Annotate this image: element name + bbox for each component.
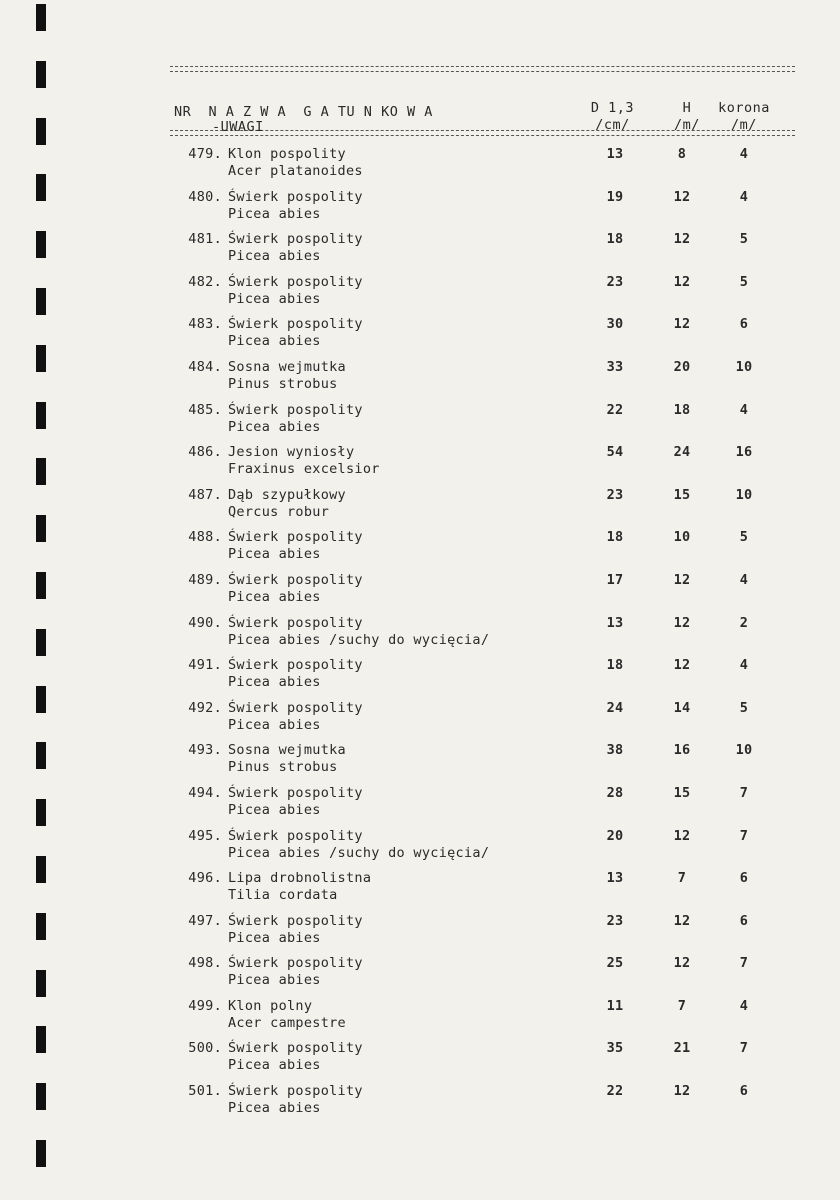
tree-height: 7 <box>677 997 687 1014</box>
crown-width: 6 <box>739 1083 749 1100</box>
punch-hole <box>36 742 46 769</box>
trunk-diameter: 22 <box>606 401 624 418</box>
crown-width: 10 <box>735 358 753 375</box>
species-latin-name: Picea abies <box>228 248 321 265</box>
species-latin-name: Picea abies <box>228 588 321 605</box>
tree-species <box>228 359 346 393</box>
species-latin-name: Acer platanoides <box>228 163 363 179</box>
tree-height: 20 <box>673 358 691 375</box>
tree-species <box>228 657 363 691</box>
crown-width: 4 <box>739 188 749 205</box>
tree-species <box>228 870 371 904</box>
crown-width: 7 <box>739 955 749 972</box>
punch-hole <box>36 231 46 258</box>
punch-hole <box>36 515 46 542</box>
tree-species <box>228 274 363 308</box>
header-height <box>662 100 712 134</box>
tree-height: 15 <box>673 486 691 503</box>
tree-inventory-table <box>170 58 795 1126</box>
tree-height: 12 <box>673 273 691 290</box>
species-latin-name: Picea abies <box>228 205 321 222</box>
species-latin-name: Picea abies <box>228 333 321 350</box>
species-polish-name: Świerk pospolity <box>228 912 363 929</box>
table-row <box>170 870 795 913</box>
tree-species <box>228 785 363 819</box>
tree-number: 485. <box>188 401 222 418</box>
punch-hole <box>36 118 46 145</box>
species-polish-name: Świerk pospolity <box>228 571 363 588</box>
punch-hole <box>36 174 46 201</box>
species-latin-name: Tilia cordata <box>228 887 338 904</box>
crown-width: 4 <box>739 997 749 1014</box>
tree-species <box>228 998 346 1032</box>
species-polish-name: Klon polny <box>228 997 313 1014</box>
species-polish-name: Świerk pospolity <box>228 529 363 546</box>
species-latin-name: Picea abies /suchy do wycięcia/ <box>228 844 490 861</box>
tree-number: 486. <box>188 444 222 461</box>
species-latin-name: Picea abies <box>228 418 321 435</box>
species-polish-name: Świerk pospolity <box>228 614 363 631</box>
trunk-diameter: 13 <box>606 614 624 631</box>
trunk-diameter: 33 <box>606 358 624 375</box>
tree-species <box>228 1083 363 1117</box>
tree-number: 500. <box>188 1040 222 1057</box>
tree-number: 495. <box>188 827 222 844</box>
header-diameter-label: D 1,3 <box>590 100 635 116</box>
punch-hole <box>36 629 46 656</box>
trunk-diameter: 25 <box>606 955 624 972</box>
species-polish-name: Świerk pospolity <box>228 401 363 418</box>
tree-species <box>228 402 363 436</box>
species-latin-name: Picea abies <box>228 674 321 691</box>
species-latin-name: Picea abies <box>228 546 321 563</box>
punch-hole <box>36 856 46 883</box>
table-row <box>170 146 795 189</box>
header-height-unit: /m/ <box>674 117 700 133</box>
tree-species <box>228 913 363 947</box>
table-row <box>170 359 795 402</box>
trunk-diameter: 23 <box>606 912 624 929</box>
tree-height: 12 <box>673 614 691 631</box>
table-row <box>170 913 795 956</box>
tree-species <box>228 316 363 350</box>
species-latin-name: Qercus robur <box>228 503 330 520</box>
punch-hole <box>36 970 46 997</box>
tree-height: 15 <box>673 784 691 801</box>
tree-species <box>228 231 363 265</box>
table-row <box>170 998 795 1041</box>
table-row <box>170 402 795 445</box>
trunk-diameter: 28 <box>606 784 624 801</box>
table-row <box>170 316 795 359</box>
species-latin-name: Acer campestre <box>228 1014 346 1031</box>
table-row <box>170 700 795 743</box>
tree-height: 10 <box>673 529 691 546</box>
trunk-diameter: 23 <box>606 486 624 503</box>
tree-height: 7 <box>677 870 687 887</box>
tree-height: 24 <box>673 444 691 461</box>
table-row <box>170 487 795 530</box>
crown-width: 10 <box>735 742 753 759</box>
table-row <box>170 444 795 487</box>
species-polish-name: Świerk pospolity <box>228 231 363 248</box>
table-row <box>170 529 795 572</box>
tree-height: 8 <box>677 146 687 162</box>
species-polish-name: Świerk pospolity <box>228 273 363 290</box>
tree-height: 12 <box>673 912 691 929</box>
table-row <box>170 274 795 317</box>
trunk-diameter: 19 <box>606 188 624 205</box>
header-crown-label: korona <box>718 100 770 116</box>
tree-species <box>228 444 380 478</box>
species-latin-name: Picea abies <box>228 801 321 818</box>
table-row <box>170 1040 795 1083</box>
tree-height: 12 <box>673 955 691 972</box>
tree-species <box>228 828 489 862</box>
crown-width: 7 <box>739 1040 749 1057</box>
tree-number: 483. <box>188 316 222 333</box>
tree-species <box>228 146 363 180</box>
species-latin-name: Pinus strobus <box>228 375 338 392</box>
trunk-diameter: 11 <box>606 997 624 1014</box>
crown-width: 6 <box>739 912 749 929</box>
species-polish-name: Świerk pospolity <box>228 784 363 801</box>
table-row <box>170 785 795 828</box>
tree-number: 498. <box>188 955 222 972</box>
trunk-diameter: 17 <box>606 571 624 588</box>
header-uwagi: -UWAGI <box>212 119 264 135</box>
crown-width: 10 <box>735 486 753 503</box>
species-latin-name: Picea abies <box>228 716 321 733</box>
tree-number: 492. <box>188 699 222 716</box>
trunk-diameter: 18 <box>606 657 624 674</box>
punch-hole <box>36 61 46 88</box>
punch-hole <box>36 686 46 713</box>
trunk-diameter: 54 <box>606 444 624 461</box>
trunk-diameter: 38 <box>606 742 624 759</box>
tree-height: 12 <box>673 316 691 333</box>
tree-height: 12 <box>673 827 691 844</box>
punch-hole <box>36 1083 46 1110</box>
punch-hole <box>36 4 46 31</box>
tree-number: 493. <box>188 742 222 759</box>
tree-number: 488. <box>188 529 222 546</box>
species-polish-name: Świerk pospolity <box>228 316 363 333</box>
header-nr-name: NR N A Z W A G A TU N KO W A <box>174 104 433 120</box>
tree-number: 491. <box>188 657 222 674</box>
species-polish-name: Świerk pospolity <box>228 1083 363 1100</box>
tree-number: 482. <box>188 273 222 290</box>
header-crown <box>708 100 780 134</box>
tree-species <box>228 955 363 989</box>
trunk-diameter: 30 <box>606 316 624 333</box>
tree-species <box>228 1040 363 1074</box>
species-polish-name: Sosna wejmutka <box>228 358 346 375</box>
punch-hole <box>36 1026 46 1053</box>
tree-height: 12 <box>673 188 691 205</box>
crown-width: 4 <box>739 401 749 418</box>
tree-number: 501. <box>188 1083 222 1100</box>
tree-number: 490. <box>188 614 222 631</box>
punch-hole <box>36 288 46 315</box>
trunk-diameter: 35 <box>606 1040 624 1057</box>
punch-hole <box>36 458 46 485</box>
tree-species <box>228 529 363 563</box>
species-polish-name: Świerk pospolity <box>228 188 363 205</box>
tree-height: 21 <box>673 1040 691 1057</box>
species-latin-name: Picea abies <box>228 1057 321 1074</box>
species-latin-name: Picea abies <box>228 290 321 307</box>
species-latin-name: Picea abies <box>228 972 321 989</box>
species-polish-name: Sosna wejmutka <box>228 742 346 759</box>
crown-width: 4 <box>739 146 749 162</box>
crown-width: 5 <box>739 529 749 546</box>
species-polish-name: Dąb szypułkowy <box>228 486 346 503</box>
tree-number: 489. <box>188 571 222 588</box>
table-row <box>170 231 795 274</box>
punch-hole <box>36 402 46 429</box>
table-row <box>170 828 795 871</box>
crown-width: 2 <box>739 614 749 631</box>
tree-height: 18 <box>673 401 691 418</box>
species-polish-name: Świerk pospolity <box>228 955 363 972</box>
tree-species <box>228 487 346 521</box>
tree-height: 12 <box>673 657 691 674</box>
table-row <box>170 742 795 785</box>
table-row <box>170 955 795 998</box>
tree-number: 499. <box>188 997 222 1014</box>
table-body <box>170 146 795 1126</box>
tree-height: 16 <box>673 742 691 759</box>
tree-species <box>228 700 363 734</box>
crown-width: 6 <box>739 870 749 887</box>
trunk-diameter: 24 <box>606 699 624 716</box>
species-latin-name: Picea abies /suchy do wycięcia/ <box>228 631 490 648</box>
tree-height: 14 <box>673 699 691 716</box>
punch-hole <box>36 572 46 599</box>
tree-number: 497. <box>188 912 222 929</box>
tree-number: 487. <box>188 486 222 503</box>
trunk-diameter: 18 <box>606 231 624 248</box>
tree-number: 494. <box>188 784 222 801</box>
table-row <box>170 615 795 658</box>
trunk-diameter: 13 <box>606 146 624 162</box>
species-latin-name: Picea abies <box>228 1100 321 1117</box>
tree-number: 484. <box>188 358 222 375</box>
tree-species <box>228 615 489 649</box>
species-polish-name: Klon pospolity <box>228 146 346 162</box>
crown-width: 7 <box>739 784 749 801</box>
trunk-diameter: 22 <box>606 1083 624 1100</box>
crown-width: 4 <box>739 657 749 674</box>
trunk-diameter: 23 <box>606 273 624 290</box>
crown-width: 5 <box>739 699 749 716</box>
punch-hole <box>36 1140 46 1167</box>
species-latin-name: Fraxinus excelsior <box>228 461 380 478</box>
crown-width: 16 <box>735 444 753 461</box>
crown-width: 7 <box>739 827 749 844</box>
header-diameter-unit: /cm/ <box>595 117 630 133</box>
trunk-diameter: 20 <box>606 827 624 844</box>
table-header <box>170 72 795 135</box>
species-polish-name: Świerk pospolity <box>228 699 363 716</box>
trunk-diameter: 18 <box>606 529 624 546</box>
tree-species <box>228 742 346 776</box>
tree-height: 12 <box>673 571 691 588</box>
species-latin-name: Pinus strobus <box>228 759 338 776</box>
header-crown-unit: /m/ <box>731 117 757 133</box>
species-polish-name: Świerk pospolity <box>228 827 363 844</box>
punch-hole <box>36 345 46 372</box>
tree-number: 480. <box>188 188 222 205</box>
tree-species <box>228 572 363 606</box>
tree-species <box>228 189 363 223</box>
tree-number: 496. <box>188 870 222 887</box>
crown-width: 5 <box>739 231 749 248</box>
crown-width: 4 <box>739 571 749 588</box>
punch-hole <box>36 799 46 826</box>
table-row <box>170 189 795 232</box>
binder-holes <box>0 0 60 1200</box>
punch-hole <box>36 913 46 940</box>
trunk-diameter: 13 <box>606 870 624 887</box>
crown-width: 5 <box>739 273 749 290</box>
header-height-label: H <box>682 100 692 116</box>
tree-number: 481. <box>188 231 222 248</box>
species-polish-name: Jesion wyniosły <box>228 444 355 461</box>
species-polish-name: Lipa drobnolistna <box>228 870 372 887</box>
species-polish-name: Świerk pospolity <box>228 657 363 674</box>
tree-height: 12 <box>673 1083 691 1100</box>
table-row <box>170 657 795 700</box>
header-diameter <box>575 100 650 134</box>
table-row <box>170 572 795 615</box>
tree-number: 479. <box>188 146 222 162</box>
species-latin-name: Picea abies <box>228 929 321 946</box>
crown-width: 6 <box>739 316 749 333</box>
table-row <box>170 1083 795 1126</box>
species-polish-name: Świerk pospolity <box>228 1040 363 1057</box>
tree-height: 12 <box>673 231 691 248</box>
